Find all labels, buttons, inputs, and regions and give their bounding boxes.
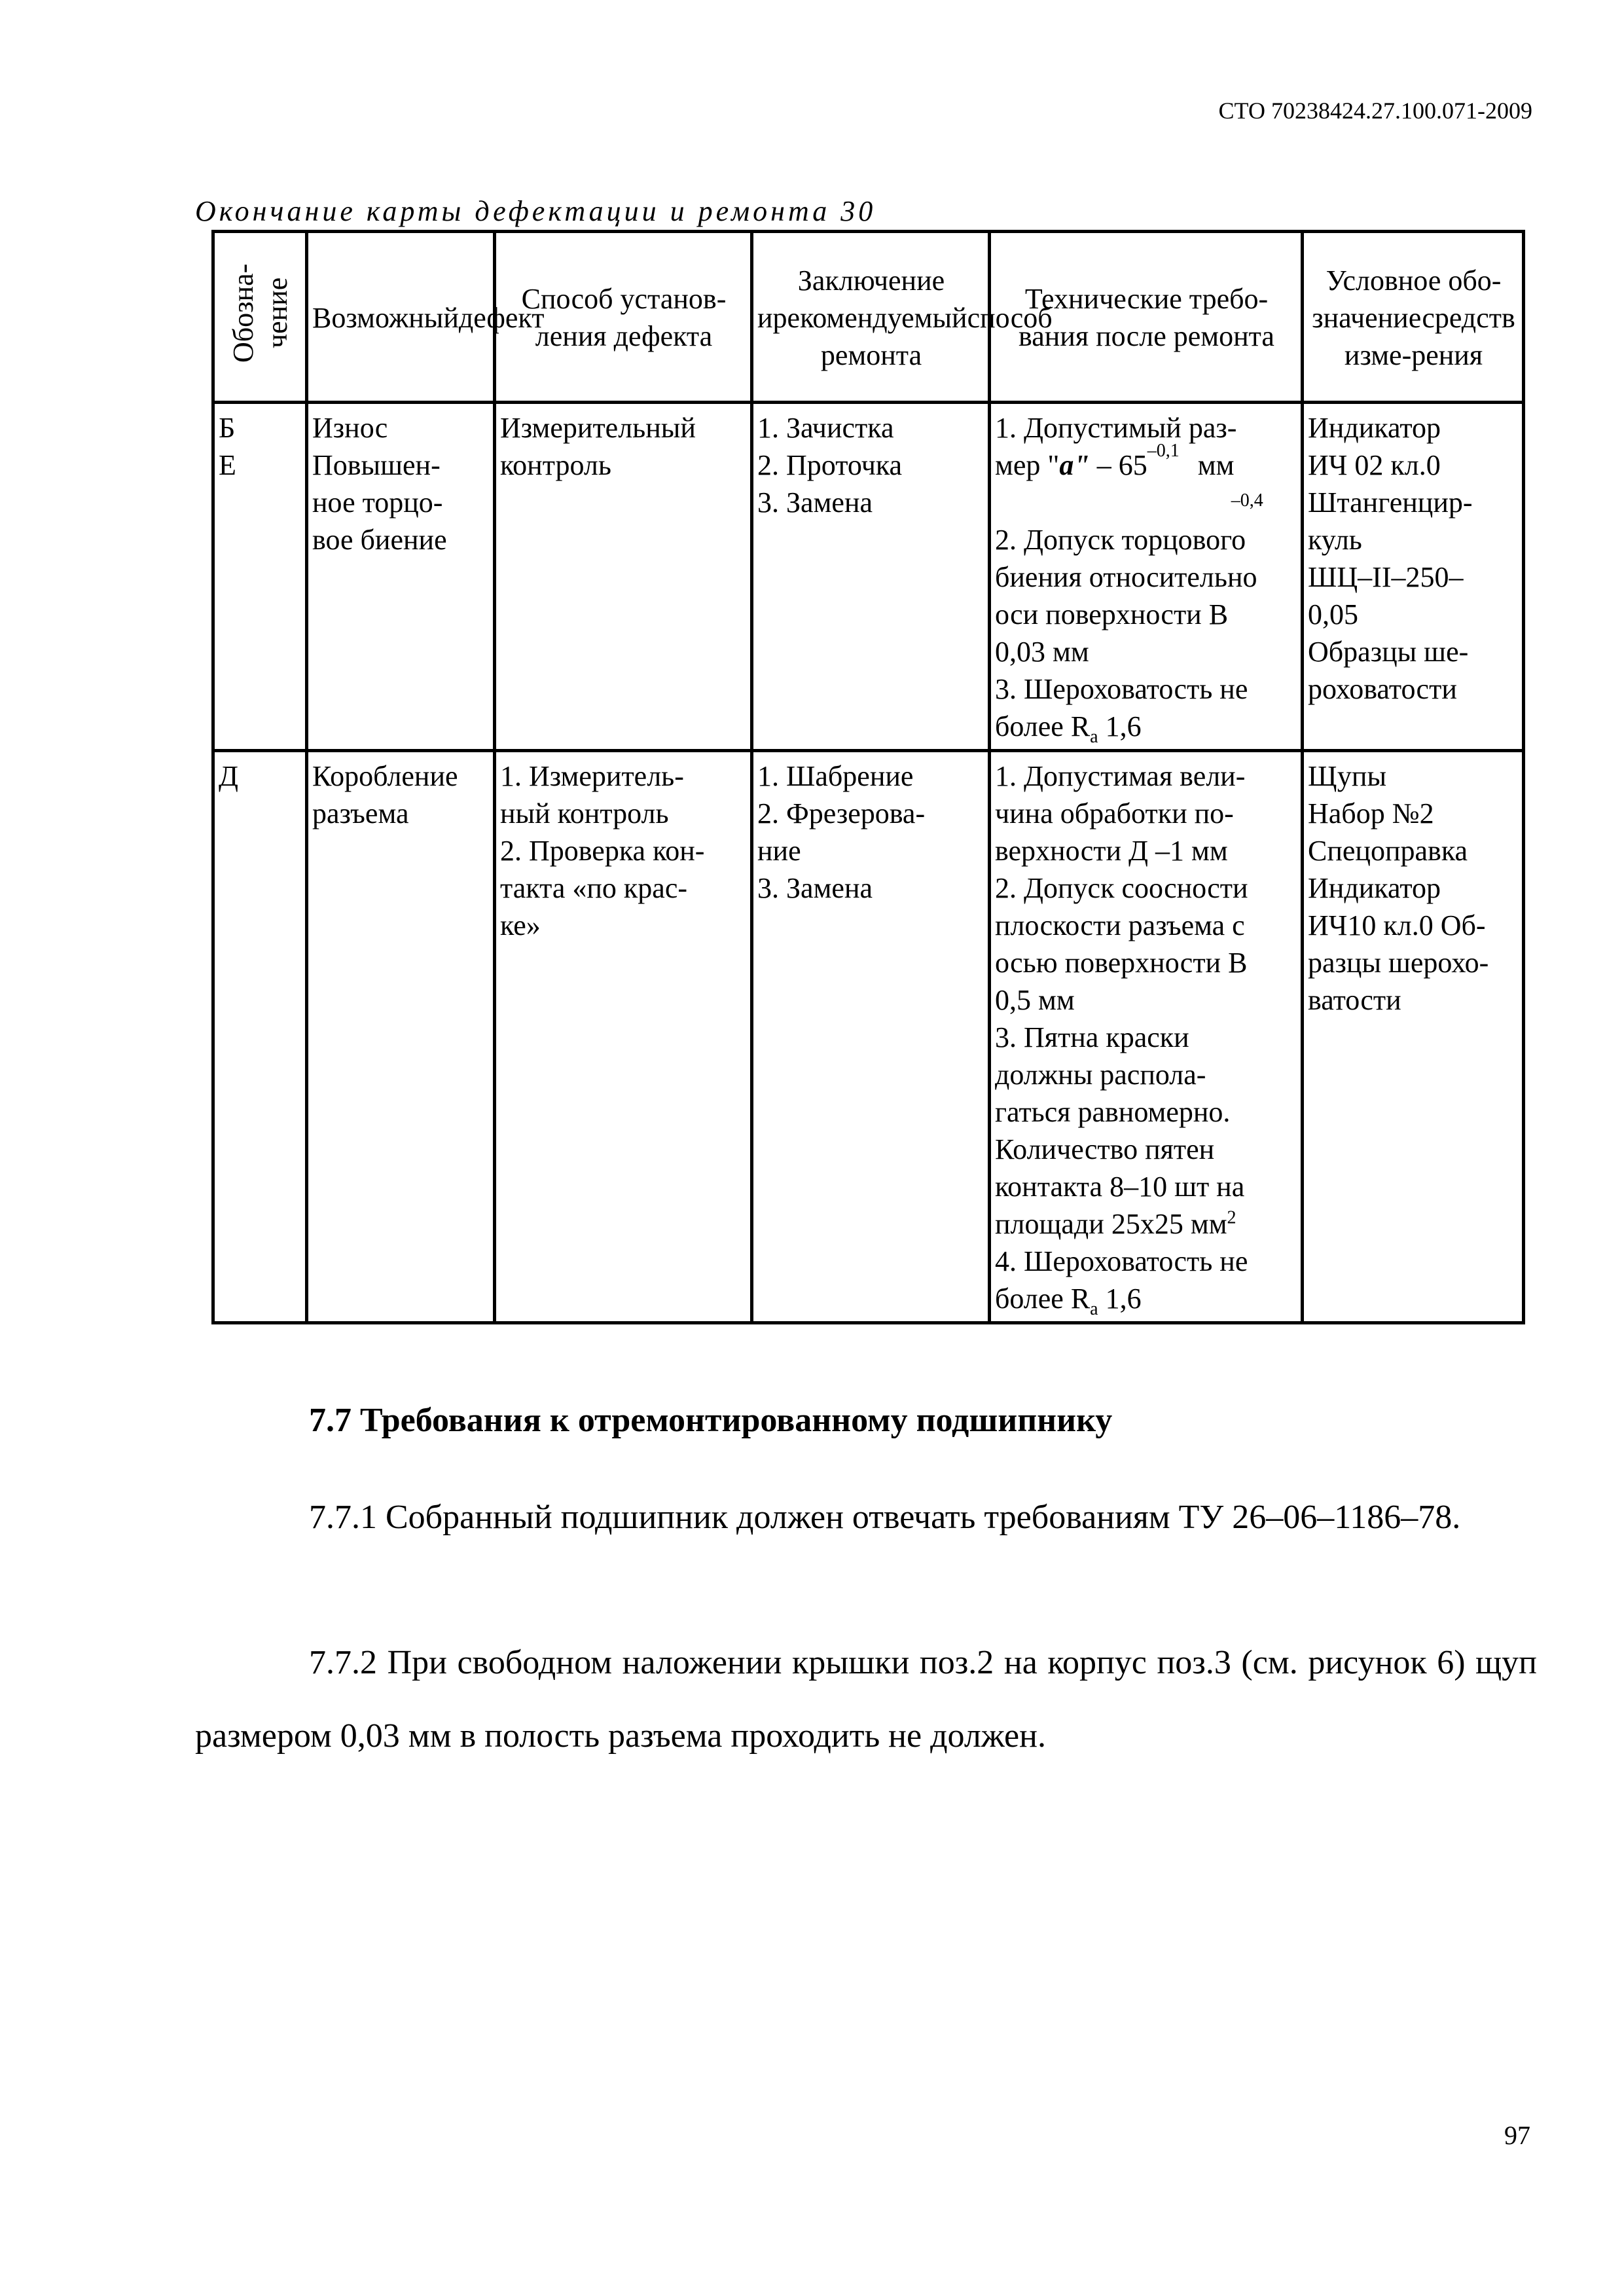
cell-requirements: 1. Допустимая вели- чина обработки по- верхности Д –1 мм 2. Допуск соосности плоскости разъема с осью поверхности В 0,5 мм 3. Пятна краски должны распола- гаться равномерно. Количество пятен контакта 8–10 шт на площади 25х25 $мм^2$ 4. Шероховатость не более $R_a$ 1,6 [990,751,1303,1323]
cell-instruments: Щупы Набор №2 Спецоправка Индикатор ИЧ10 кл.0 Об- разцы шерохо- ватости [1303,751,1524,1323]
cell-conclusion: 1. Зачистка 2. Проточка 3. Замена [752,403,990,751]
header-conclusion: Заключение ирекомендуемыйспособ ремонта [752,232,990,403]
tolerance-upper: –0,1 [1147,441,1180,461]
header-designation: Обозна-чение [213,232,307,403]
cell-requirements: 1. Допустимый раз- мер "a" – 65 –0,1 –0,4 мм 2. Допуск торцового биения относительно оси поверхности В 0,03 мм 3. Шероховатость не более $R_a$ 1,6 [990,403,1303,751]
header-requirements: Технические требо-вания после ремонта [990,232,1303,403]
table-row [213,403,1524,751]
cell-defect: Коробление разъема [307,751,495,1323]
cell-defect: Износ Повышен- ное торцо- вое биение [307,403,495,751]
paragraph-7-7-1: 7.7.1 Собранный подшипник должен отвечать требованиям ТУ 26–06–1186–78. [309,1499,1461,1536]
paragraph-7-7-2: 7.7.2 При свободном наложении крышки поз.2 на корпус поз.3 (см. рисунок 6) щуп размером 0,03 мм в полость разъема проходить не должен. [195,1644,1537,1755]
cell-designation: Б Е [213,403,307,751]
defect-repair-table [211,230,1525,1324]
cell-method: 1. Измеритель- ный контроль 2. Проверка кон- такта «по крас- ке» [495,751,752,1323]
header-defect: Возможныйдефект [307,232,495,403]
cell-conclusion: 1. Шабрение 2. Фрезерова- ние 3. Замена [752,751,990,1323]
header-method: Способ установ-ления дефекта [495,232,752,403]
cell-instruments: Индикатор ИЧ 02 кл.0 Штангенцир- куль ШЦ–II–250– 0,05 Образцы ше- роховатости [1303,403,1524,751]
tolerance-lower: –0,4 [1231,490,1263,511]
cell-designation: Д [213,751,307,1323]
table-row [213,751,1524,1323]
page-number: 97 [1504,2121,1530,2150]
header-instruments: Условное обо-значениесредств изме-рения [1303,232,1524,403]
section-heading: 7.7 Требования к отремонтированному подшипнику [309,1402,1113,1439]
table-caption: Окончание карты дефектации и ремонта 30 [195,195,876,227]
cell-method: Измерительный контроль [495,403,752,751]
table-header-row [213,232,1524,403]
document-code: СТО 70238424.27.100.071-2009 [1218,98,1532,124]
